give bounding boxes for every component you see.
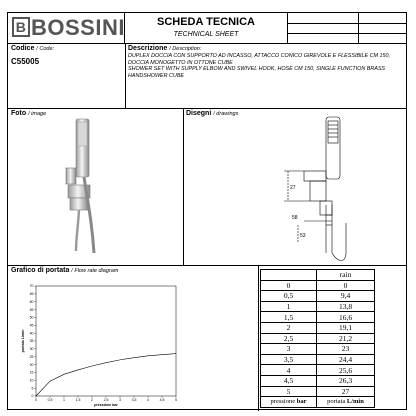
table-cell: 1,5 [261,312,317,323]
table-cell: 1 [261,301,317,312]
table-footer-row [261,397,375,408]
table-cell: rain [317,270,375,281]
y-tick-label: 60 [29,299,34,304]
table-row [261,301,375,312]
y-tick-label: 55 [29,307,34,312]
drawings-label: Disegni / drawings [186,110,239,117]
code-value: C55005 [11,57,40,66]
y-tick-label: 30 [29,347,34,352]
x-tick-label: 2 [91,398,93,402]
table-cell: 25,6 [317,365,375,376]
x-tick-label: 5 [175,398,177,402]
table-cell: 0 [317,280,375,291]
y-tick-label: 10 [29,378,34,383]
table-cell: 4 [261,365,317,376]
table-cell: 5 [261,386,317,397]
description-text-en: SHOWER SET WITH SUPPLY ELBOW AND SWIVEL HOOK, HOSE CM 150, SINGLE FUNCTION BRASS HANDSHOWER CUBE [128,66,386,79]
photo-label: Foto / image [11,110,47,117]
table-cell: 9,4 [317,291,375,302]
table-row [261,344,375,355]
plot-area [36,286,176,396]
table-cell: 23 [317,344,375,355]
brand-name: BOSSINI [31,15,125,40]
table-row [261,375,375,386]
x-tick-label: 2,5 [103,398,109,402]
table-row [261,280,375,291]
dim-label-1: 27 [290,185,296,191]
series-line [36,354,176,396]
technical-drawing [254,113,364,263]
y-tick-label: 0 [31,394,34,399]
y-tick-label: 50 [29,315,34,320]
page-title: SCHEDA TECNICA [157,16,255,28]
dim-label-3: 53 [300,233,306,239]
brand-logo [10,15,124,39]
y-tick-label: 25 [29,354,34,359]
x-axis-label: pressione bar [94,403,118,407]
table-cell: 16,6 [317,312,375,323]
dim-label-2: 58 [292,215,298,221]
y-tick-label: 45 [29,323,34,328]
y-tick-label: 35 [29,339,34,344]
x-tick-label: 1 [63,398,65,402]
table-cell: 2 [261,322,317,333]
table-cell: portata L/min [317,397,375,408]
flow-rate-table [260,269,375,408]
table-row [261,354,375,365]
table-cell: pressione bar [261,397,317,408]
flow-rate-chart [10,276,260,408]
table-cell: 4,5 [261,375,317,386]
flow-diagram-label: Grafico di portata / Flow rate diagram [11,267,119,274]
x-tick-label: 4,5 [159,398,165,402]
x-tick-label: 3 [119,398,121,402]
y-axis-label: portata L/min [21,329,25,353]
table-cell: 19,1 [317,322,375,333]
x-tick-label: 3,5 [131,398,137,402]
y-tick-label: 65 [29,292,34,297]
description-text-it: DUPLEX DOCCIA CON SUPPORTO AD INCASSO, ATTACCO CONICO GIREVOLE E FLESSIBILE CM 150, DOCCIA MONOGETTO IN OTTONE CUBE [128,53,391,66]
table-row [261,386,375,397]
logo-mark-icon [12,17,30,37]
table-cell: 27 [317,386,375,397]
page-subtitle: TECHNICAL SHEET [173,31,239,38]
y-tick-label: 70 [29,284,34,289]
y-tick-label: 15 [29,370,34,375]
table-header-row [261,270,375,281]
table-cell: 0 [261,280,317,291]
technical-sheet [7,12,407,410]
table-cell: 21,2 [317,333,375,344]
code-label: Codice / Code: [11,45,55,52]
description-label: Descrizione / Description: [128,45,202,52]
table-row [261,291,375,302]
table-cell: 3 [261,344,317,355]
y-tick-label: 5 [31,386,34,391]
table-cell: 13,8 [317,301,375,312]
product-photo [48,113,118,263]
table-cell [261,270,317,281]
svg-text:B: B [15,19,27,35]
x-tick-label: 0 [35,398,37,402]
table-row [261,365,375,376]
table-cell: 26,3 [317,375,375,386]
y-tick-label: 20 [29,362,34,367]
table-cell: 3,5 [261,354,317,365]
table-cell: 24,4 [317,354,375,365]
table-cell: 0,5 [261,291,317,302]
y-tick-label: 40 [29,331,34,336]
x-tick-label: 1,5 [75,398,81,402]
table-row [261,333,375,344]
table-cell: 2,5 [261,333,317,344]
table-row [261,312,375,323]
x-tick-label: 0,5 [47,398,53,402]
x-tick-label: 4 [147,398,149,402]
table-row [261,322,375,333]
